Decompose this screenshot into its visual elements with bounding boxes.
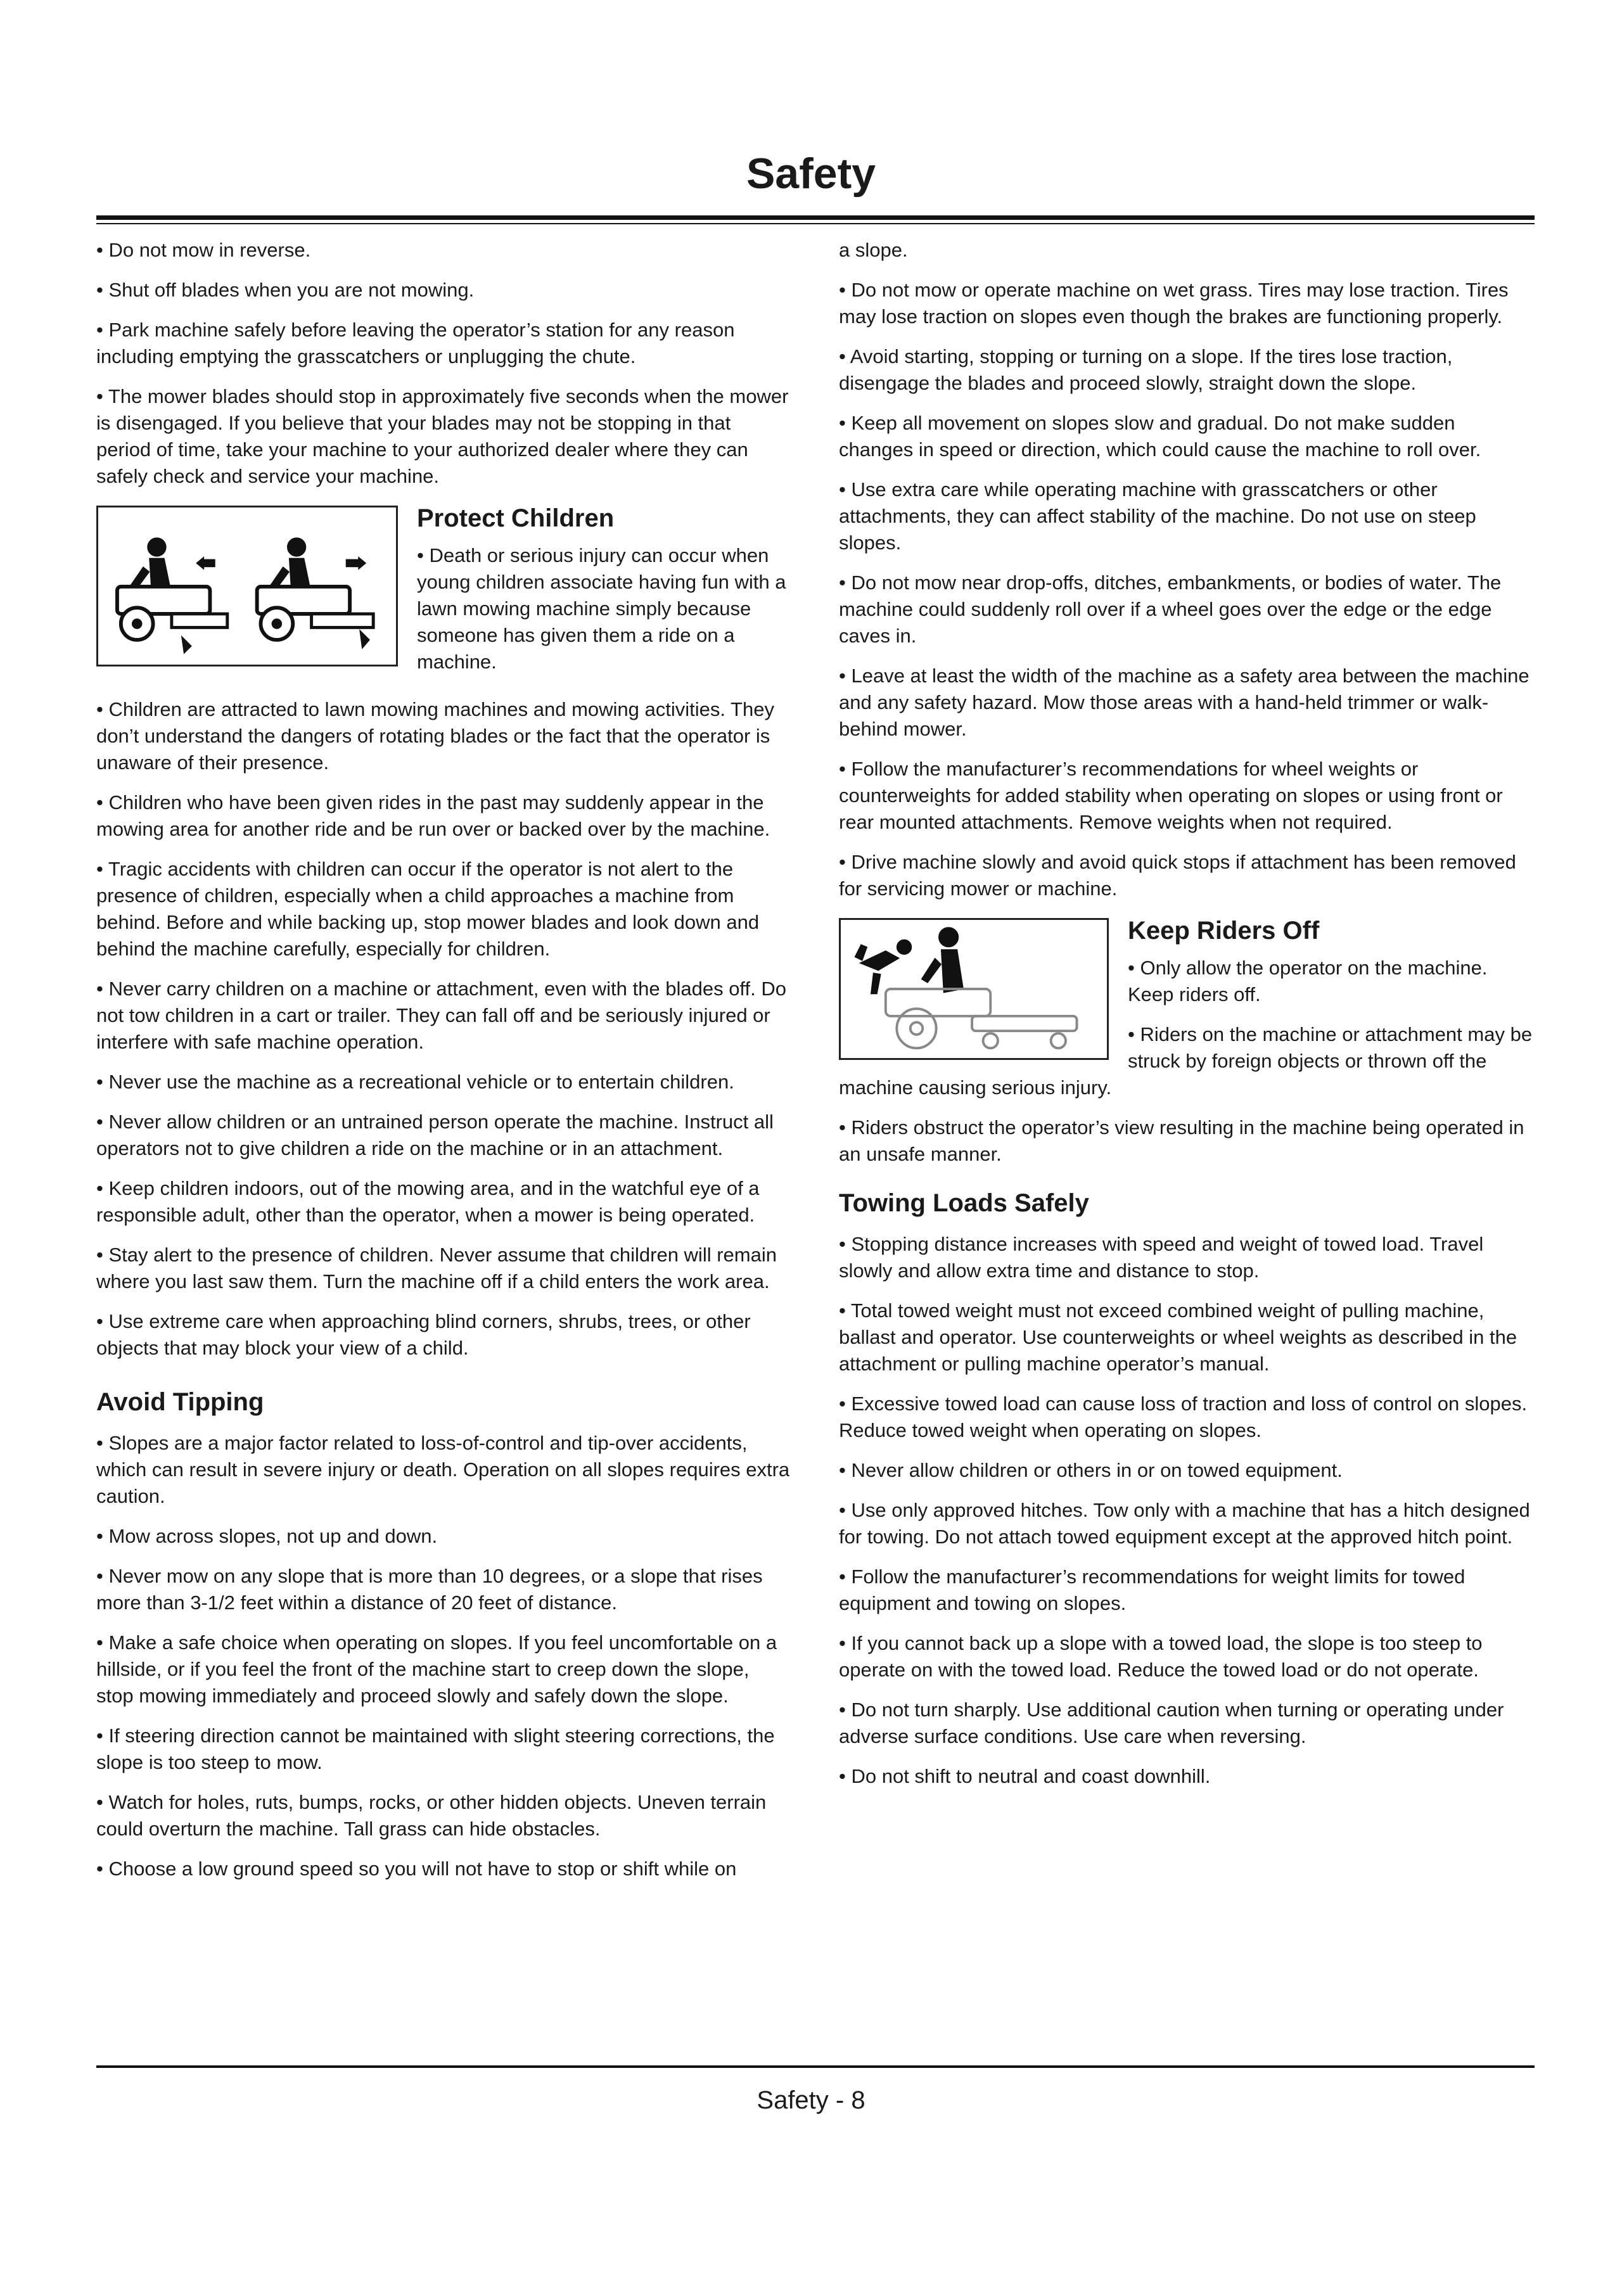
bullet-item: • Never mow on any slope that is more than 10 degrees, or a slope that rises more than 3-1/2 feet within a distance of 20 feet of distance. — [96, 1565, 763, 1614]
bullet-item: • Never allow children or an untrained person operate the machine. Instruct all operators not to give children a ride on the machine or in an attachment. — [96, 1111, 774, 1159]
header-rule-thin — [96, 223, 1535, 224]
bullet-item: • Children who have been given rides in the past may suddenly appear in the mowing area for another ride and be run over or backed over by the machine. — [96, 791, 770, 840]
bullet-item: • Do not mow near drop-offs, ditches, embankments, or bodies of water. The machine could suddenly roll over if a wheel goes over the edge or the edge caves in. — [839, 571, 1502, 647]
bullet-item: • Keep all movement on slopes slow and gradual. Do not make sudden changes in speed or direction, which could cause the machine to roll over. — [839, 412, 1481, 461]
section-heading-protect-children: Protect Children — [417, 504, 615, 532]
bullet-item: • Riders obstruct the operator’s view resulting in the machine being operated in an unsafe manner. — [839, 1116, 1524, 1165]
bullet-item: • Use extra care while operating machine with grasscatchers or other attachments, they can affect stability of the machine. Do not use on steep slopes. — [839, 478, 1476, 554]
bullet-item: • Children are attracted to lawn mowing machines and mowing activities. They don’t understand the dangers of rotating blades or the fact that the operator is unaware of their presence. — [96, 698, 774, 774]
bullet-item: • Total towed weight must not exceed combined weight of pulling machine, ballast and operator. Use counterweights or wheel weights as described in the attachment or pulling machine operator’s manual. — [839, 1299, 1517, 1375]
bullet-item: • Riders on the machine or attachment may be struck by foreign objects or thrown off the machine causing serious injury. — [839, 1023, 1533, 1099]
bullet-item: • Never carry children on a machine or attachment, even with the blades off. Do not tow children in a cart or trailer. They can fall off and be seriously injured or interfere with safe machine operation. — [96, 978, 786, 1053]
bullet-item: • Watch for holes, ruts, bumps, rocks, or other hidden objects. Uneven terrain could overturn the machine. Tall grass can hide obstacles. — [96, 1791, 767, 1840]
bullet-item: • Use only approved hitches. Tow only with a machine that has a hitch designed for towing. Do not attach towed equipment except at the approved hitch point. — [839, 1499, 1530, 1548]
bullet-item: • The mower blades should stop in approximately five seconds when the mower is disengaged. If you believe that your blades may not be stopping in that period of time, take your machine to your authorized dealer where they can safely check and service your machine. — [96, 385, 789, 487]
bullet-item: • Do not turn sharply. Use additional caution when turning or operating under adverse surface conditions. Use care when reversing. — [839, 1699, 1504, 1747]
bullet-item: • Excessive towed load can cause loss of traction and loss of control on slopes. Reduce towed weight when operating on slopes. — [839, 1393, 1528, 1441]
bullet-item: • If you cannot back up a slope with a towed load, the slope is too steep to operate on with the towed load. Reduce the towed load or do not operate. — [839, 1632, 1483, 1681]
left-column — [96, 237, 790, 1896]
bullet-item: • Stopping distance increases with speed and weight of towed load. Travel slowly and allow extra time and distance to stop. — [839, 1233, 1484, 1282]
bullet-item: • Use extreme care when approaching blind corners, shrubs, trees, or other objects that may block your view of a child. — [96, 1310, 751, 1359]
right-column — [839, 237, 1535, 1803]
bullet-item: • Mow across slopes, not up and down. — [96, 1525, 438, 1547]
section-heading-towing-loads: Towing Loads Safely — [839, 1189, 1089, 1217]
bullet-item: • Make a safe choice when operating on slopes. If you feel uncomfortable on a hillside, or if you feel the front of the machine start to creep down the slope, stop mowing immediately and proceed slowly and safely down the slope. — [96, 1631, 777, 1707]
page-number: Safety - 8 — [757, 2086, 865, 2114]
bullet-item: • Choose a low ground speed so you will not have to stop or shift while on — [96, 1858, 737, 1880]
bullet-item: • Slopes are a major factor related to loss-of-control and tip-over accidents, which can result in severe injury or death. Operation on all slopes requires extra caution. — [96, 1432, 790, 1507]
bullet-item: • Tragic accidents with children can occur if the operator is not alert to the presence of children, especially when a child approaches a machine from behind. Before and while backing up, stop mower blades and look down and behind the machine carefully, especially for children. — [96, 858, 760, 960]
bullet-item: • Do not mow or operate machine on wet grass. Tires may lose traction. Tires may lose traction on slopes even though the brakes are functioning properly. — [839, 279, 1509, 328]
bullet-item: • Follow the manufacturer’s recommendations for wheel weights or counterweights for added stability when operating on slopes or using front or rear mounted attachments. Remove weights when not required. — [839, 758, 1503, 833]
bullet-item: • Keep children indoors, out of the mowing area, and in the watchful eye of a responsible adult, other than the operator, when a mower is being operated. — [96, 1177, 760, 1226]
children-riding-mower-warning-icon — [96, 506, 398, 666]
bullet-item: • Park machine safely before leaving the operator’s station for any reason including emptying the grasscatchers or unplugging the chute. — [96, 319, 735, 367]
bullet-item: • Never allow children or others in or on towed equipment. — [839, 1459, 1343, 1481]
rider-thrown-off-warning-icon — [839, 918, 1109, 1060]
section-heading-keep-riders-off: Keep Riders Off — [1128, 917, 1320, 945]
bullet-item: • Leave at least the width of the machine as a safety area between the machine and any safety hazard. Mow those areas with a hand-held trimmer or walk-behind mower. — [839, 665, 1529, 740]
section-heading-avoid-tipping: Avoid Tipping — [96, 1388, 264, 1416]
footer-rule — [96, 2065, 1535, 2068]
page-title: Safety — [746, 150, 876, 198]
bullet-item: • If steering direction cannot be maintained with slight steering corrections, the slope is too steep to mow. — [96, 1725, 775, 1773]
bullet-item: • Follow the manufacturer’s recommendations for weight limits for towed equipment and towing on slopes. — [839, 1566, 1466, 1614]
bullet-item: • Drive machine slowly and avoid quick stops if attachment has been removed for servicing mower or machine. — [839, 851, 1516, 900]
bullet-item: • Do not mow in reverse. — [96, 239, 311, 261]
header-rule-thick — [96, 215, 1535, 220]
continued-text: a slope. — [839, 239, 908, 261]
bullet-item: • Shut off blades when you are not mowing. — [96, 279, 475, 301]
bullet-item: • Death or serious injury can occur when young children associate having fun with a lawn mowing machine simply because someone has given them a ride on a machine. — [417, 544, 786, 673]
bullet-item: • Stay alert to the presence of children. Never assume that children will remain where you last saw them. Turn the machine off if a child enters the work area. — [96, 1244, 777, 1292]
bullet-item: • Never use the machine as a recreational vehicle or to entertain children. — [96, 1071, 734, 1093]
bullet-item: • Only allow the operator on the machine. Keep riders off. — [1128, 957, 1488, 1005]
bullet-item: • Do not shift to neutral and coast downhill. — [839, 1765, 1211, 1787]
keep-riders-off-section — [839, 915, 1535, 1101]
bullet-item: • Avoid starting, stopping or turning on a slope. If the tires lose traction, disengage the blades and proceed slowly, straight down the slope. — [839, 345, 1453, 394]
protect-children-section — [96, 503, 790, 689]
